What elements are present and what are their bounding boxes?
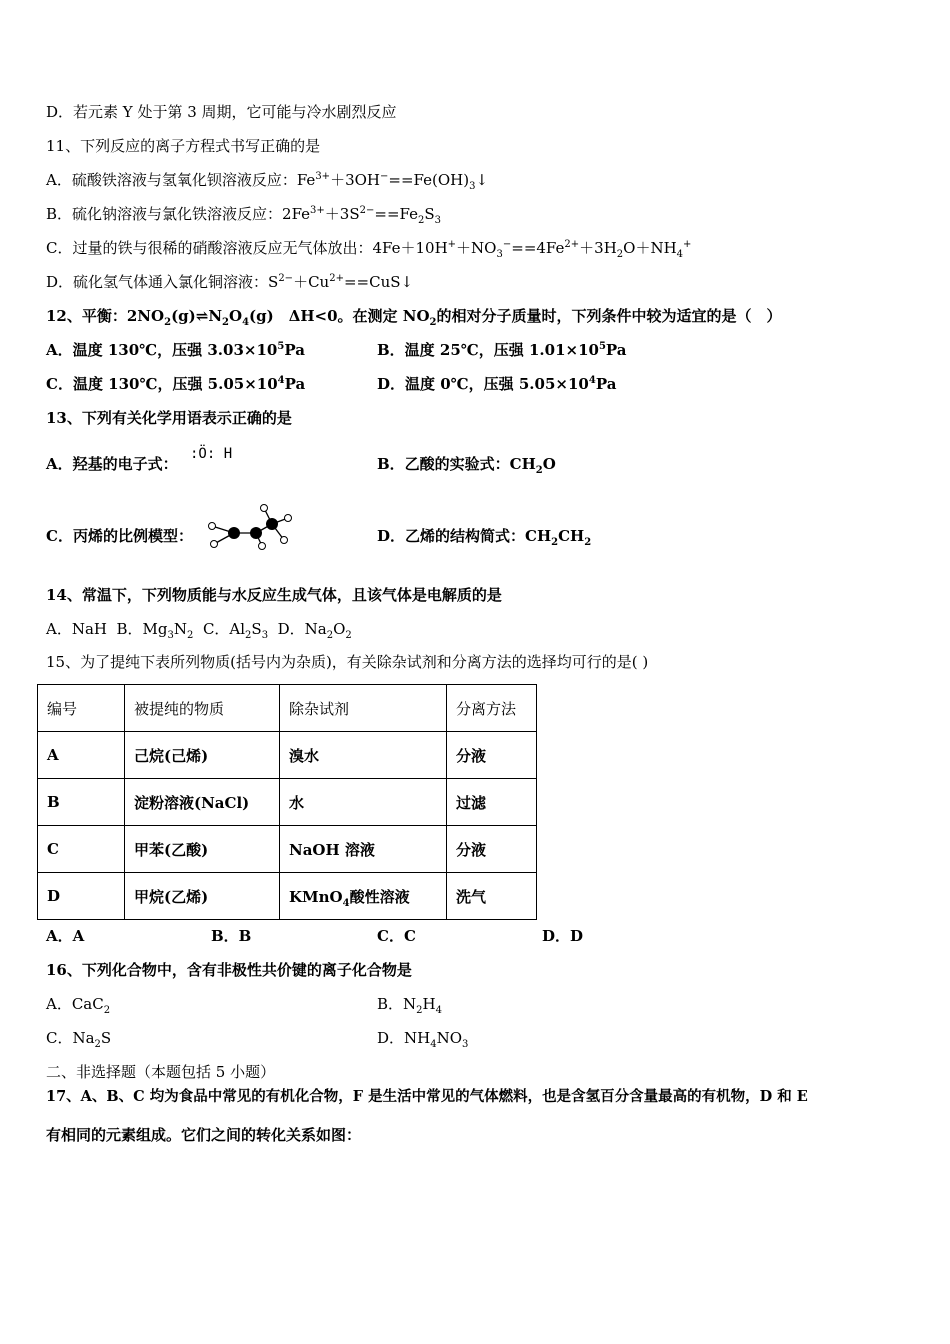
q11-option-a: A．硫酸铁溶液与氢氧化钡溶液反应：$Fe^{3+}+3OH^-==Fe(OH)_3↓$ [46, 171, 489, 192]
table-header-cell: 除杂试剂 [280, 685, 447, 732]
q15-option-a: A．A [46, 927, 85, 945]
q15-option-d: D．D [542, 927, 584, 945]
table-header-cell: 分离方法 [447, 685, 537, 732]
table-cell: 洗气 [447, 873, 537, 920]
q12-option-b: B．温度 25℃，压强 $1.01\times 10^5Pa$ [377, 341, 627, 359]
hydroxyl-electron-formula: :Ö: H [190, 446, 233, 462]
table-cell: 甲苯(乙酸) [125, 826, 280, 873]
table-cell: 己烷(己烯) [125, 732, 280, 779]
q13-stem: 13、下列有关化学用语表示正确的是 [46, 409, 292, 427]
table-cell: B [38, 779, 125, 826]
q16-option-d: D．$NH_4NO_3$ [377, 1029, 469, 1050]
table-cell: 淀粉溶液(NaCl) [125, 779, 280, 826]
q12-option-a: A．温度 130℃，压强 $3.03\times 10^5Pa$ [46, 341, 305, 359]
table-header-cell: 编号 [38, 685, 125, 732]
q17-line-1: 17、A、B、C 均为食品中常见的有机化合物，F 是生活中常见的气体燃料，也是含氢百分含量最高的有机物，D 和 E [46, 1088, 808, 1105]
table-cell: D [38, 873, 125, 920]
purification-table [37, 684, 537, 920]
table-row [38, 826, 537, 873]
q15-stem: 15、为了提纯下表所列物质(括号内为杂质)，有关除杂试剂和分离方法的选择均可行的是( ) [46, 653, 649, 671]
reagent-text: KMnO [289, 887, 343, 906]
q12-option-c: C．温度 130℃，压强 $5.05\times 10^4Pa$ [46, 375, 306, 393]
q16-option-c: C．$Na_2S$ [46, 1029, 112, 1050]
table-cell: KMnO$_4$酸性溶液 [280, 873, 447, 920]
q12-stem: 12、平衡：$2NO_2(g)\rightleftharpoons N_2O_4(g)$ ΔH<0。在测定 $NO_2$的相对分子质量时，下列条件中较为适宜的是（ ） [46, 307, 782, 328]
table-cell: C [38, 826, 125, 873]
table-cell: A [38, 732, 125, 779]
propene-ball-stick-model [204, 500, 294, 552]
q15-option-b: B．B [211, 927, 252, 945]
table-cell: 水 [280, 779, 447, 826]
table-row [38, 732, 537, 779]
q10-option-d: D．若元素 Y 处于第 3 周期，它可能与冷水剧烈反应 [46, 103, 397, 121]
table-header-cell: 被提纯的物质 [125, 685, 280, 732]
table-cell: 分液 [447, 826, 537, 873]
table-cell: 过滤 [447, 779, 537, 826]
table-cell: 溴水 [280, 732, 447, 779]
table-row [38, 779, 537, 826]
table-cell: 分液 [447, 732, 537, 779]
q15-option-c: C．C [377, 927, 416, 945]
q11-option-c: C．过量的铁与很稀的硝酸溶液反应无气体放出：$4Fe+10H^++NO_3^-==4Fe^{2+}+3H_2O+NH_4^+$ [46, 239, 692, 260]
q16-stem: 16、下列化合物中，含有非极性共价键的离子化合物是 [46, 961, 412, 979]
table-cell: NaOH 溶液 [280, 826, 447, 873]
table-row [38, 873, 537, 920]
q13-option-a: A．羟基的电子式： [46, 455, 178, 473]
q11-option-b: B．硫化钠溶液与氯化铁溶液反应：$2Fe^{3+}+3S^{2-}==Fe_2S_3$ [46, 205, 442, 226]
q16-option-a: A．CaC$_2$ [46, 995, 111, 1016]
q11-option-d: D．硫化氢气体通入氯化铜溶液：$S^{2-}+Cu^{2+}==CuS↓$ [46, 273, 414, 291]
q13-option-b: B．乙酸的实验式：$CH_2O$ [377, 455, 556, 476]
q13-option-d: D．乙烯的结构简式：$CH_2CH_2$ [377, 527, 592, 548]
table-cell: 甲烷(乙烯) [125, 873, 280, 920]
q14-options: A．NaH B．$Mg_3N_2$ C．$Al_2S_3$ D．$Na_2O_2$ [46, 620, 352, 641]
section-heading: 二、非选择题（本题包括 5 小题） [46, 1063, 276, 1081]
q16-option-b: B．$N_2H_4$ [377, 995, 442, 1016]
table-header-row [38, 685, 537, 732]
q12-option-d: D．温度 0℃，压强 $5.05\times 10^4Pa$ [377, 375, 617, 393]
q13-option-c: C．丙烯的比例模型： [46, 527, 193, 545]
q11-stem: 11、下列反应的离子方程式书写正确的是 [46, 137, 321, 155]
q17-line-2: 有相同的元素组成。它们之间的转化关系如图： [46, 1126, 362, 1144]
q14-stem: 14、常温下，下列物质能与水反应生成气体，且该气体是电解质的是 [46, 586, 502, 604]
